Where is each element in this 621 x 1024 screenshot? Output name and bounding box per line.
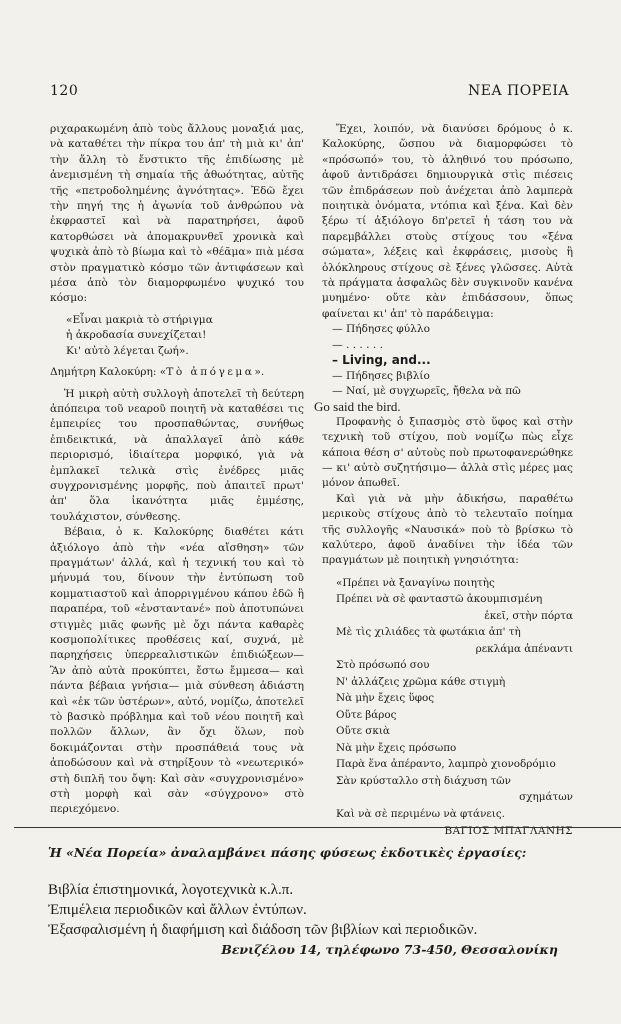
poem-line: Πρέπει νὰ σὲ φανταστῶ ἀκουμπισμένη (336, 593, 543, 606)
poem-line: Οὔτε βάρος (336, 708, 397, 721)
book-title: Τὸ ἀπόγεμα (166, 366, 255, 379)
poem-line: ἐκεῖ, στὴν πόρτα (484, 609, 573, 622)
dialog-line: — Πήδησες φύλλο (332, 323, 430, 336)
review-paragraph: Καὶ γιὰ νὰ μὴν ἀδικήσω, παραθέτω μερικοὺς στίχους ἀπὸ τὸ τελευταῖο ποίημα τῆς συλλογῆς «Ναυσικά» ποὺ τὸ βρίσκω τὸ καλύτερο, ἀφοῦ ἀναδίνει τὴν ἰδέα τῶν πραγμάτων μὲ ποιητικὴ γνησιότητα: (322, 492, 573, 567)
dialog-line: — Ναί, μὲ συγχωρεῖς, ἤθελα νὰ πῶ (332, 384, 521, 397)
advert-line: Ἐξασφαλισμένη ἡ διαφήμιση καὶ διάδοση τῶν βιβλίων καὶ περιοδικῶν. (48, 922, 478, 938)
poem-line: Οὔτε σκιὰ (336, 725, 390, 738)
poem-line: Νὰ μὴν ἔχεις ὕφος (336, 692, 435, 705)
advert-line: Ἐπιμέλεια περιοδικῶν καὶ ἄλλων ἐντύπων. (48, 902, 307, 918)
dialog-line: Go said the bird. (314, 399, 401, 415)
poem-line: Στὸ πρόσωπό σου (336, 659, 430, 672)
verse-line: ἡ ἀκροδασία συνεχίζεται! (66, 329, 207, 342)
verse-quote (66, 313, 304, 359)
review-paragraph: Ἡ μικρὴ αὐτὴ συλλογὴ ἀποτελεῖ τὴ δεύτερη ἀπόπειρα τοῦ νεαροῦ ποιητῆ νὰ καταθέσει τις ἐμπειρίες του προσπαθώντας, συνήθως ἐπιδεικτικά, νὰ ἀπαλλαγεῖ ἀπὸ κάθε περιορισμό, ἰδιαίτερα μορφικό, γιὰ νὰ ἐμπλακεῖ τελικὰ στὶς ἐνέδρες μιᾶς συγχρονισμένης μορφῆς, ποὺ ἀπαιτεῖ πρωτ' ἀπ' ὅλα ἱκανότητα μιᾶς ἐμμέσης, τουλάχιστον, σύνθεσης. (50, 387, 304, 523)
review-paragraph: ριχαρακωμένη ἀπὸ τοὺς ἄλλους μοναξιά μας, νὰ καταθέτει τὴν πίκρα του ἀπ' τὴ μιὰ κι' ἀπ' τὴν ἄλλη τὸ ἔνστικτο τῆς ἐπιδίωσης μὲ ἀνεμισμένη τὴ σημαία τῆς ἀθωότητας, αὐτῆς τῆς «πετροδοληµένης ἁγνότητας». Ἐδῶ ἔχει τὴν πηγή της ἡ ἀγωνία τοῦ ἀνθρώπου νὰ ἐκφραστεῖ καὶ νὰ παρατηρήσει, ἀφοῦ κατορθώσει νὰ ἀπομακρυνθεῖ χρονικὰ καὶ ψυχικὰ ἀπὸ τὸ βίωμα καὶ τὸ «θέᾶμα» πιὰ μέσα στὸν πραγματικὸ κόσμο τῶν ἀντιφάσεων καὶ μέσα ἀπὸ τὸν διαμορφωμένο ψυχικό του κόσμο: (50, 123, 304, 305)
advert-headline: Ἡ «Νέα Πορεία» ἀναλαμβάνει πάσης φύσεως ἐκδοτικὲς ἐργασίες: (48, 845, 527, 860)
dialog-line: – Living, and... (332, 353, 431, 368)
book-heading (50, 365, 304, 380)
poem-line: «Πρέπει νὰ ξαναγίνω ποιητὴς (336, 576, 495, 589)
page-header (50, 83, 569, 103)
review-paragraph: Ἔχει, λοιπόν, νὰ διανύσει δρόμους ὁ κ. Καλοκύρης, ὥσπου νὰ διαμορφώσει τὸ «πρόσωπό» του, τὸ ἀληθινό του πρόσωπο, ἀφοῦ ἀντιδράσει δημιουργικὰ στὶς πιέσεις τῶν ἐπιδράσεων ποὺ ἀνέχεται ἀπὸ λαμπερὰ ποιητικὰ ὀνόματα, ντόπια καὶ ξένα. Καὶ δὲν ξέρω τί ἀξιόλογο δπ'ρετεῖ ἡ τάση του νὰ παρεμβάλλει στοὺς στίχους του «ξένα σώματα», λέξεις καὶ ἐκφράσεις, μισοὺς ἢ ὁλόκληρους στίχους σὲ ξένες γλῶσσες. Αὐτὰ τὰ πράγματα ἀσφαλῶς δὲν συγκινοῦν κανένα μυημένο· οὔτε κὰν ἐπιδάσσουν, ὅπως φαίνεται κι' ἀπ' τὸ παράδειγμα: (322, 123, 573, 320)
poem-line: Σὰν κρύσταλλο στὴ διάχυση τῶν (336, 774, 511, 787)
verse-line: «Εἶναι μακριὰ τὸ στήριγμα (66, 313, 213, 326)
quoted-dialog (314, 322, 573, 415)
verse-line: Κι' αὐτὸ λέγεται ζωή». (66, 344, 189, 357)
book-heading-suffix: ». (254, 366, 265, 379)
left-column (50, 122, 304, 818)
review-paragraph: Προφανὴς ὁ ξιπασμὸς στὸ ὕφος καὶ στὴν τεχνικὴ τοῦ στίχου, ποὺ νομίζω πὼς εἶχε κάποια θέση σ' αὐτοὺς ποὺ πρωτοφανερώθηκε— κι' αὐτὸ συζητήσιμο— ἀλλὰ στὶς μέρες μας μόνον ἀπωθεῖ. (322, 415, 573, 490)
poem-line: Καὶ νὰ σὲ περιμένω νὰ φτάνεις. (336, 807, 505, 820)
section-divider (14, 827, 621, 828)
dialog-line: — Πήδησες βιβλίο (332, 369, 430, 382)
poem-line: σχημάτων (519, 791, 573, 804)
dialog-line: — . . . . . . (332, 338, 384, 351)
book-heading-prefix: Δημήτρη Καλοκύρη: « (50, 366, 167, 379)
advert-line: Βιβλία ἐπιστημονικά, λογοτεχνικὰ κ.λ.π. (48, 882, 294, 898)
review-paragraph: Βέβαια, ὁ κ. Καλοκύρης διαθέτει κάτι ἀξιόλογο ἀπὸ τὴν «νέα αἴσθηση» τῶν πραγμάτων' ἀλλά, καὶ ἡ τεχνική του καὶ τὸ μήνυμά του, δίνουν τὴν ἐντύπωση τοῦ κομματιαστοῦ καὶ ἀπορριγμένου κάπου ἐδῶ ἢ παραπέρα, τοῦ «ἐνσταντανέ» ποὺ ἀποτυπώνει στιγμὲς μιᾶς φωνῆς μὲ ὄχι πάντα καθαρὲς κοσμοπολίτικες προθέσεις καί, συχνά, μὲ παρηχήσεις ὑπερρεαλιστικῶν ἐπιδιώξεων— Ἂν ἀπὸ αὐτὰ προκύπτει, ἔστω ἔμμεσα— καὶ πάντα βέβαια γνήσια— μιὰ σύνθεση ἀδιάστη καὶ «ἐκ τῶν ὑστέρων», αὐτό, νομίζω, ἀποτελεῖ τὸ βασικὸ πρόβλημα καὶ τοῦ νέου ποιητῆ καὶ πολλῶν ἄλλων, ἂν ὄχι ὅλων, ποὺ δοκιμάζονται στὴν προσπάθειά τους νὰ ἀποδώσουν καὶ νὰ στηρίξουν τὸ «νεωτερικό» στὴ διπλῆ του ὄψη: Καὶ σὰν «συγχρονισμένο» στὴ μορφὴ καὶ σὰν «σύγχρονο» στὸ περιεχόμενο. (50, 526, 304, 816)
poem-line: Μὲ τὶς χιλιάδες τὰ φωτάκια ἀπ' τὴ (336, 626, 521, 639)
right-column (314, 122, 573, 840)
poem-line: Παρὰ ἕνα ἀπέραντο, λαμπρὸ χιονοδρόμιο (336, 758, 556, 771)
page-number: 120 (50, 83, 79, 99)
poem-line: Νὰ μὴν ἔχεις πρόσωπο (336, 741, 457, 754)
advert-address: Βενιζέλου 14, τηλέφωνο 73-450, Θεσσαλονίκη (221, 942, 558, 957)
advert-services (48, 880, 578, 940)
poem-line: ρεκλάμα ἀπέναντι (475, 642, 573, 655)
author-signature: ΒΑΓΙΟΣ ΜΠΑΓΛΑΝΗΣ (444, 825, 573, 838)
poem-line: Ν' ἀλλάζεις χρῶμα κάθε στιγμὴ (336, 675, 506, 688)
journal-title: ΝΕΑ ΠΟΡΕΙΑ (468, 83, 569, 99)
poem-excerpt (336, 575, 573, 823)
